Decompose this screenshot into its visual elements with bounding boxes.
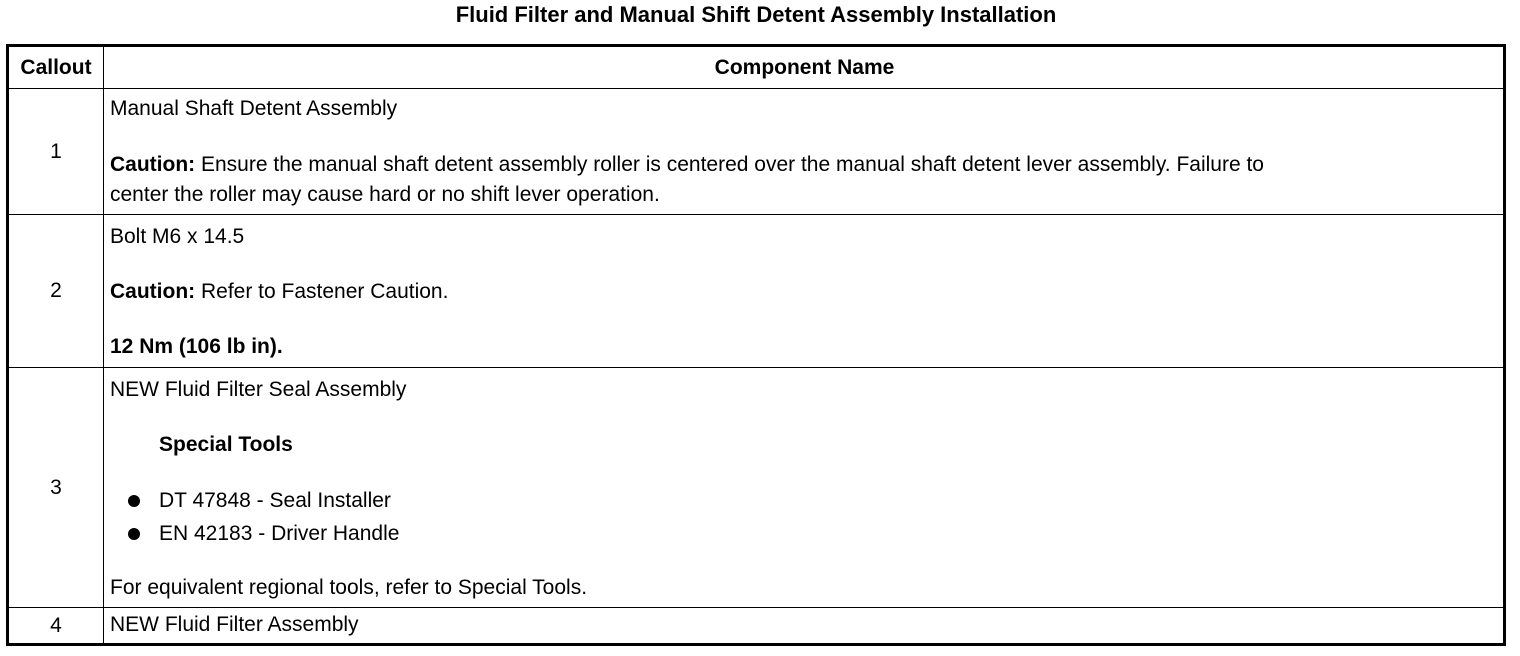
header-component-name: Component Name [714,55,895,79]
component-name: NEW Fluid Filter Assembly [110,613,359,636]
callout-number: 1 [9,89,104,214]
component-cell [106,89,1503,214]
component-cell [106,215,1503,367]
component-cell [106,608,1503,643]
component-cell [106,368,1503,607]
component-name: Bolt M6 x 14.5 [110,225,245,248]
caution-continuation: center the roller may cause hard or no shift lever operation. [110,183,660,206]
table-row [9,368,1503,608]
special-tools-heading: Special Tools [159,433,293,456]
table-row [9,608,1503,643]
component-name: NEW Fluid Filter Seal Assembly [110,378,407,401]
caution-line [110,278,448,306]
tool-item: DT 47848 - Seal Installer [159,489,391,512]
callout-number: 3 [9,368,104,607]
caution-text: Refer to Fastener Caution. [195,280,449,303]
callout-table [6,44,1506,646]
tool-item: EN 42183 - Driver Handle [159,522,400,545]
page-title: Fluid Filter and Manual Shift Detent Assembly Installation [455,2,1057,27]
caution-label: Caution: [110,280,196,303]
callout-number: 2 [9,215,104,367]
component-name: Manual Shaft Detent Assembly [110,97,398,120]
callout-number: 4 [9,608,104,643]
torque-spec: 12 Nm (106 lb in). [110,335,283,358]
header-callout: Callout [9,47,104,88]
table-header-row [9,47,1503,89]
table-row [9,215,1503,368]
bullet-icon [128,528,140,540]
caution-text: Ensure the manual shaft detent assembly roller is centered over the manual shaft detent lever assembly. Failure to [195,153,1264,176]
caution-line [110,151,1264,179]
bullet-icon [128,495,140,507]
table-row [9,89,1503,215]
caution-label: Caution: [110,153,196,176]
regional-tools-note: For equivalent regional tools, refer to Special Tools. [110,576,588,599]
